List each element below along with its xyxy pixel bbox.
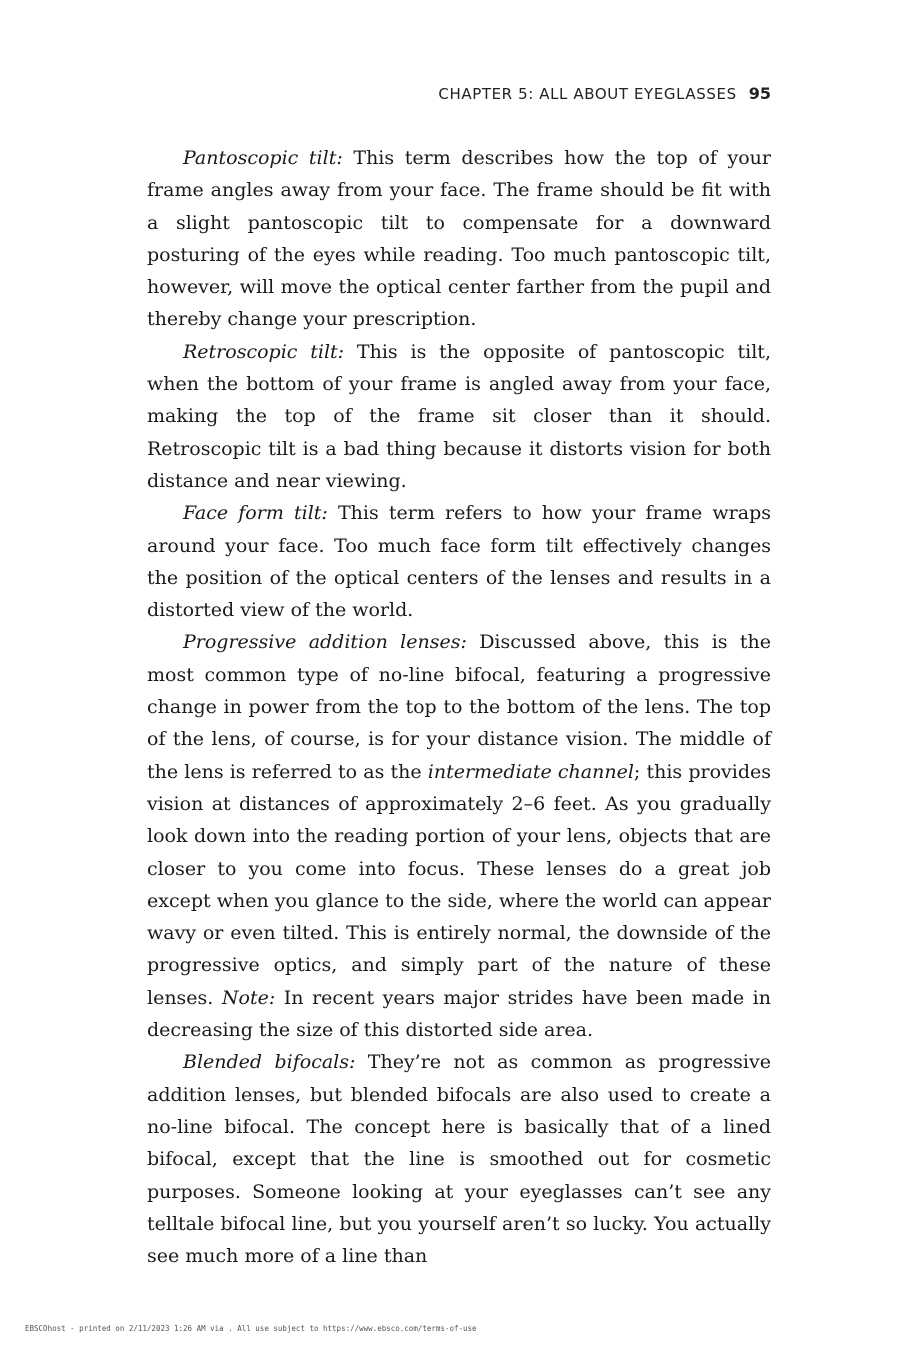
body-text (147, 142, 771, 1272)
paragraph-text: This term refers to how your frame wraps around your face. Too much face form tilt effectively changes the position of the optical centers of the lenses and results in a distorted view of the world. (147, 502, 771, 622)
page-number: 95 (748, 84, 771, 103)
running-header (147, 84, 771, 103)
term-face-form-tilt: Face form tilt: (183, 502, 328, 525)
paragraph-progressive-addition-lenses (147, 626, 771, 1046)
paragraph-text: In recent years major strides have been made in decreasing the size of this distorted side area. (147, 986, 771, 1042)
term-pantoscopic-tilt: Pantoscopic tilt: (183, 147, 343, 169)
chapter-title: CHAPTER 5: ALL ABOUT EYEGLASSES (438, 85, 737, 103)
paragraph-text: This term describes how the top of your frame angles away from your face. The frame should be fit with a slight pantoscopic tilt to compensate for a downward posturing of the eyes while reading. Too much pantoscopic tilt, however, will move the optical center farther from the pupil and thereby change your prescription. (147, 147, 771, 331)
paragraph-retroscopic-tilt (147, 336, 771, 497)
paragraph-pantoscopic-tilt (147, 142, 771, 336)
paragraph-blended-bifocals (147, 1046, 771, 1272)
italic-intermediate-channel: intermediate channel (427, 760, 634, 783)
paragraph-face-form-tilt (147, 497, 771, 626)
print-footer: EBSCOhost - printed on 2/11/2023 1:26 AM via . All use subject to https://www.ebsco.com/terms-of-use (25, 1324, 477, 1333)
paragraph-text: Discussed above, this is the most common type of no-line bifocal, featuring a progressive change in power from the top to the bottom of the lens. The top of the lens, of course, is for your distance vision. The middle of the lens is referred to as the (147, 631, 771, 783)
paragraph-text: This is the opposite of pantoscopic tilt, when the bottom of your frame is angled away from your face, making the top of the frame sit closer than it should. Retroscopic tilt is a bad thing because it distorts vision for both distance and near viewing. (147, 340, 771, 492)
term-blended-bifocals: Blended bifocals: (183, 1051, 356, 1074)
note-label: Note: (221, 986, 276, 1009)
term-progressive-addition-lenses: Progressive addition lenses: (183, 631, 467, 654)
term-retroscopic-tilt: Retroscopic tilt: (183, 340, 345, 363)
paragraph-text: They’re not as common as progressive addition lenses, but blended bifocals are also used to create a no-line bifocal. The concept here is basically that of a lined bifocal, except that the line is smoothed out for cosmetic purposes. Someone looking at your eyeglasses can’t see any telltale bifocal line, but you yourself aren’t so lucky. You actually see much more of a line than (147, 1051, 771, 1268)
paragraph-text: ; this provides vision at distances of approximately 2–6 feet. As you gradually look down into the reading portion of your lens, objects that are closer to you come into focus. These lenses do a great job except when you glance to the side, where the world can appear wavy or even tilted. This is entirely normal, the downside of the progressive optics, and simply part of the nature of these lenses. (147, 760, 771, 1009)
